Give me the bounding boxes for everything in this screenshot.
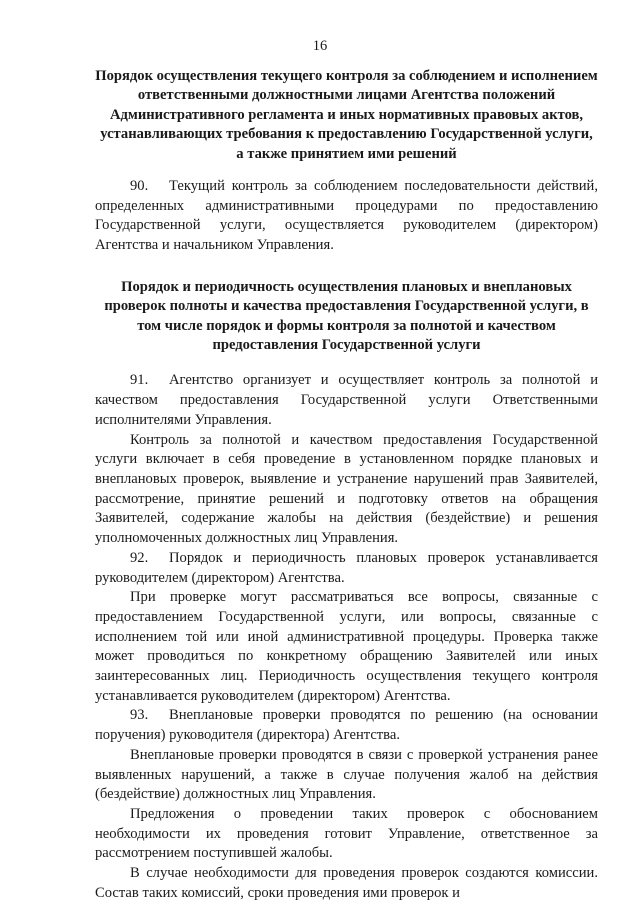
paragraph-91 — [95, 371, 598, 430]
paragraph-number: 93. — [130, 707, 149, 724]
paragraph-93-unscheduled-reasons: Внеплановые проверки проводятся в связи с проверкой устранения ранее выявленных нарушений, а также в случае получения жалоб на действия (бездействие) должностных лиц Управления. — [95, 746, 598, 803]
paragraph-text: Внеплановые проверки проводятся по решению (на основании поручения) руководителя (директора) Агентства. — [95, 707, 598, 744]
paragraph-number: 92. — [130, 549, 149, 566]
page-number: 16 — [312, 38, 328, 54]
paragraph-number: 91. — [130, 372, 149, 389]
paragraph-93-proposals: Предложения о проведении таких проверок с обоснованием необходимости их проведения готовит Управление, ответственное за рассмотрением поступившей жалобы. — [95, 805, 598, 862]
paragraph-text: Агентство организует и осуществляет контроль за полнотой и качеством предоставления Государственной услуги Ответственными исполнителями Управления. — [95, 372, 598, 428]
paragraph-number: 90. — [130, 178, 149, 195]
paragraph-90 — [95, 177, 598, 256]
paragraph-93-commissions: В случае необходимости для проведения проверок создаются комиссии. Состав таких комиссий, сроки проведения ими проверок и — [95, 865, 598, 901]
document-body — [95, 67, 598, 903]
section-heading-inspections: Порядок и периодичность осуществления плановых и внеплановых проверок полноты и качества предоставления Государственной услуги, в том числе порядок и формы контроля за полнотой и качеством предоставления Государственной услуги — [104, 278, 589, 354]
paragraph-92 — [95, 549, 598, 588]
paragraph-text: Порядок и периодичность плановых проверок устанавливается руководителем (директором) Агентства. — [95, 549, 598, 586]
paragraph-text: Текущий контроль за соблюдением последовательности действий, определенных административными процедурами по предоставлению Государственной услуги, осуществляется руководителем (директором) Агентства и начальником Управления. — [95, 178, 598, 254]
paragraph-93 — [95, 706, 598, 745]
paragraph-91-quality-control: Контроль за полнотой и качеством предоставления Государственной услуги включает в себя проведение в установленном порядке плановых и внеплановых проверок, выявление и устранение нарушений прав Заявителей, рассмотрение, принятие решений и подготовку ответов на обращения Заявителей, содержание жалобы на действия (бездействие) и решения уполномоченных должностных лиц Управления. — [95, 431, 598, 547]
section-heading-current-control: Порядок осуществления текущего контроля за соблюдением и исполнением ответственными должностными лицами Агентства положений Административного регламента и иных нормативных правовых актов, устанавливающих требования к предоставлению Государственной услуги, а также принятием ими решений — [95, 68, 598, 162]
paragraph-92-inspection-scope: При проверке могут рассматриваться все вопросы, связанные с предоставлением Государственной услуги, или вопросы, связанные с исполнением той или иной административной процедуры. Проверка также может проводиться по конкретному обращению Заявителей или иных заинтересованных лиц. Периодичность осуществления текущего контроля устанавливается руководителем (директором) Агентства. — [95, 589, 598, 704]
